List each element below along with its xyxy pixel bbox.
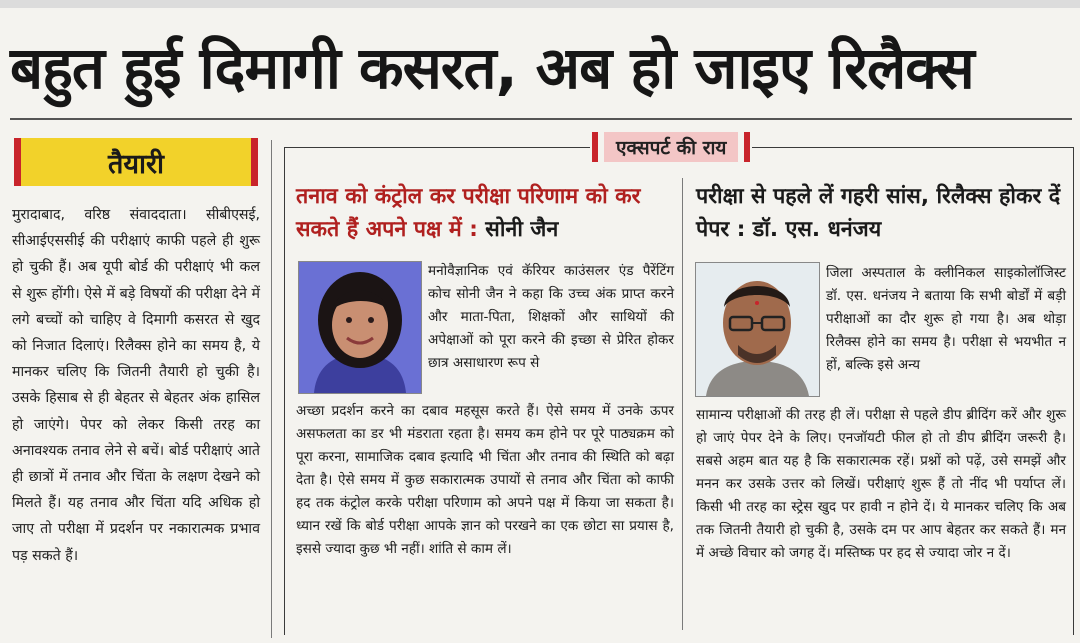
expert-tag [590, 130, 752, 164]
article1-headline-text: तनाव को कंट्रोल कर परीक्षा परिणाम को कर सकते हैं अपने पक्ष में : [296, 184, 641, 242]
expert-tag-label: एक्सपर्ट की राय [604, 132, 738, 162]
dhananjay-photo [695, 262, 820, 397]
page-headline: बहुत हुई दिमागी कसरत, अब हो जाइए रिलैक्स [10, 34, 974, 102]
article1-body-rest: अच्छा प्रदर्शन करने का दबाव महसूस करते हैं। ऐसे समय में उनके ऊपर असफलता का डर भी मंडराता रहता है। समय कम होने पर पूरे पाठ्यक्रम को पूरा करना, सामाजिक दबाव इत्यादि भी चिंता और तनाव की स्थिति को बढ़ा देता है। ऐसे समय में कुछ सकारात्मक उपायों से तनाव और चिंता को काफी हद तक कंट्रोल करके परीक्षा परिणाम को अपने पक्ष में किया जा सकता है। ध्यान रखें कि बोर्ड परीक्षा आपके ज्ञान को परखने का एक छोटा सा प्रयास है, इससे ज्यादा कुछ भी नहीं। शांति से काम लें। [296, 403, 674, 557]
column-divider [271, 140, 272, 638]
article1-headline-name: सोनी जैन [485, 217, 559, 242]
expert-column-divider [682, 178, 683, 630]
man-portrait-icon [696, 263, 819, 396]
woman-portrait-icon [299, 262, 421, 393]
left-column-body: मुरादाबाद, वरिष्ठ संवाददाता। सीबीएसई, सीआईएससीई की परीक्षाएं काफी पहले ही शुरू हो चुकी हैं। अब यूपी बोर्ड की परीक्षाएं भी कल से शुरू होंगी। ऐसे में बड़े विषयों की परीक्षा देने में लगे बच्चों को चाहिए वे दिमागी कसरत से खुद को निजात दिलाएं। रिलैक्स होने का समय है, ये मानकर चलिए कि जितनी तैयारी हो चुकी है। उसके हिसाब से ही बेहतर से बेहतर अंक हासिल हो जाएंगे। पेपर को लेकर किसी तरह का अनावश्यक तनाव लेने से बचें। बोर्ड परीक्षाएं आते ही छात्रों में तनाव और चिंता के लक्षण देखने को मिलते हैं। यह तनाव और चिंता यदि अधिक हो जाए तो परीक्षा में प्रदर्शन पर नकारात्मक प्रभाव पड़ सकते हैं। [12, 207, 260, 564]
section-tag [14, 138, 258, 186]
soni-jain-photo [298, 261, 422, 394]
headline-divider [10, 118, 1072, 120]
top-band [0, 0, 1080, 8]
article2-headline: परीक्षा से पहले लें गहरी सांस, रिलैक्स होकर दें पेपर : डॉ. एस. धनंजय [696, 184, 1061, 242]
article2-body-rest: सामान्य परीक्षाओं की तरह ही लें। परीक्षा से पहले डीप ब्रीदिंग करें और शुरू हो जाएं पेपर देने के लिए। एनजॉयटी फील हो तो डीप ब्रीदिंग जरूरी है। सबसे अहम बात यह है कि सकारात्मक रहें। प्रश्नों को पढ़ें, उसे समझें और मनन कर उसके उत्तर को लिखें। परीक्षाएं शुरू हैं तो नींद भी पर्याप्त लें। किसी भी तरह का स्ट्रेस खुद पर हावी न होने दें। ये मानकर चलिए कि अब तक जितनी तैयारी हो चुकी है, उसके दम पर आप बेहतर कर सकते हैं। मन में अच्छे विचार को जगह दें। मस्तिष्क पर हद से ज्यादा जोर न दें। [696, 407, 1066, 561]
article2-body-top: जिला अस्पताल के क्लीनिकल साइकोलॉजिस्ट डॉ. एस. धनंजय ने बताया कि सभी बोर्डों में बड़ी परीक्षाओं का दौर शुरू हो गया है। अब थोड़ा रिलैक्स होने का समय है। परीक्षा से भयभीत न हों, बल्कि इसे अन्य [826, 265, 1066, 373]
article1-headline [296, 180, 674, 246]
article1-body-top: मनोवैज्ञानिक एवं कॅरियर काउंसलर एंड पैरेंटिंग कोच सोनी जैन ने कहा कि उच्च अंक प्राप्त करने और माता-पिता, शिक्षकों और साथियों की अपेक्षाओं को पूरा करने की इच्छा से प्रेरित होकर छात्र असाधारण रूप से [428, 263, 674, 371]
section-tag-label: तैयारी [107, 148, 165, 180]
